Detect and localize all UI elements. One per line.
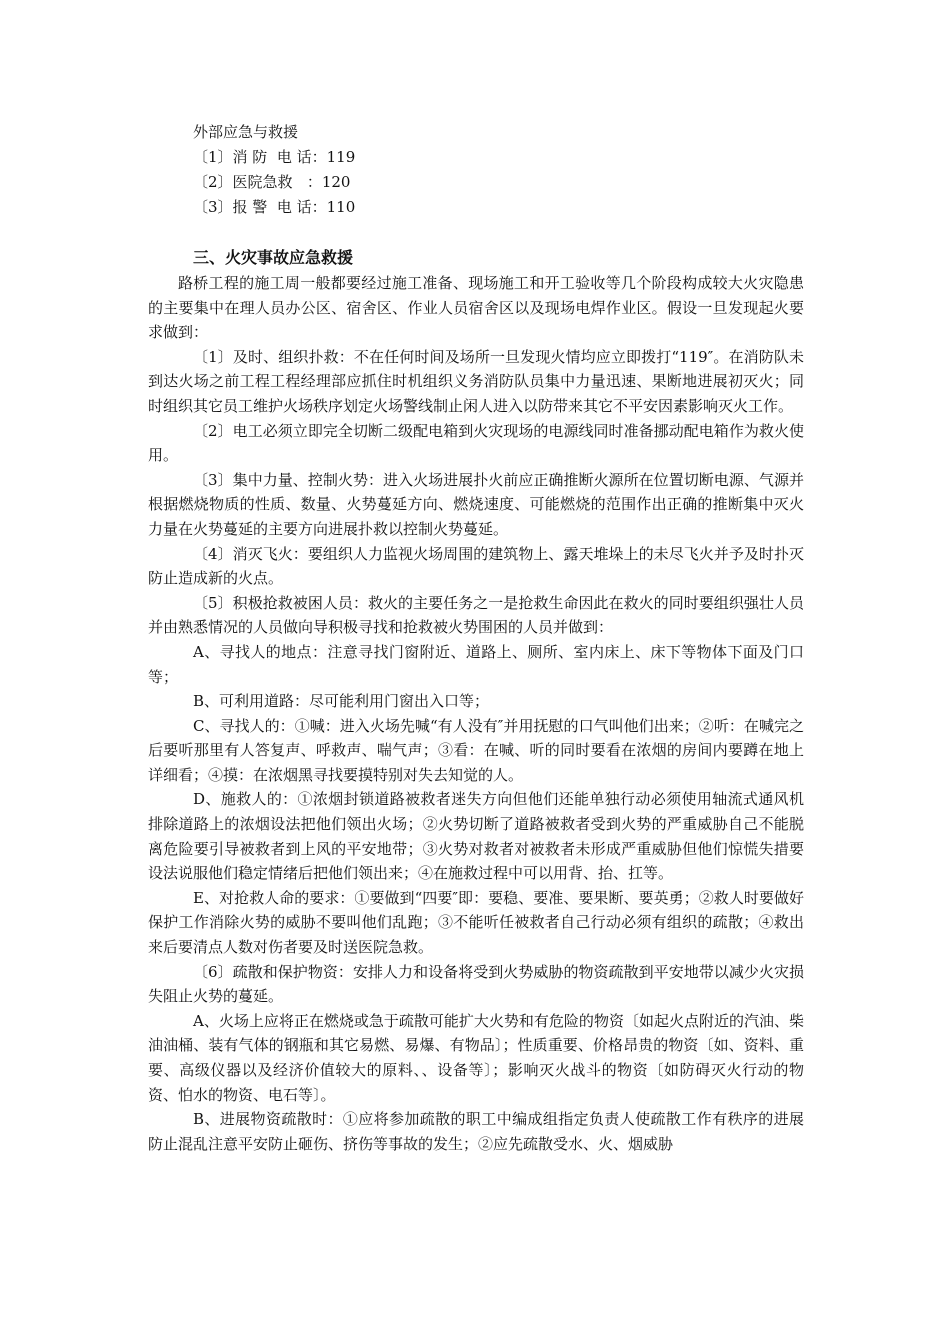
document-page bbox=[148, 120, 804, 1156]
section-heading: 三、火灾事故应急救援 bbox=[193, 248, 354, 267]
step-6-b-paragraph: B、进展物资疏散时：①应将参加疏散的职工中编成组指定负责人使疏散工作有秩序的进展防止混乱注意平安防止砸伤、挤伤等事故的发生；②应先疏散受水、火、烟威胁 bbox=[148, 1110, 804, 1153]
step-5-b-paragraph: B、可利用道路：尽可能利用门窗出入口等； bbox=[193, 692, 490, 711]
step-5-c-paragraph: C、寻找人的：①喊：进入火场先喊“有人没有″并用抚慰的口气叫他们出来；②听：在喊完之后要听那里有人答复声、呼救声、喘气声；③看：在喊、听的同时要看在浓烟的房间内要蹲在地上详细看；④摸：在浓烟黑寻找要摸特别对失去知觉的人。 bbox=[148, 716, 804, 784]
step-3-paragraph: 〔3〕集中力量、控制火势：进入火场进展扑火前应正确推断火源所在位置切断电源、气源并根据燃烧物质的性质、数量、火势蔓延方向、燃烧速度、可能燃烧的范围作出正确的推断集中灭火力量在火势蔓延的主要方向进展扑救以控制火势蔓延。 bbox=[148, 470, 804, 538]
step-5-e-paragraph: E、对抢救人命的要求：①要做到“四要″即：要稳、要准、要果断、要英勇；②救人时要做好保护工作消除火势的威胁不要叫他们乱跑；③不能听任被救者自己行动必须有组织的疏散；④救出来后要清点人数对伤者要及时送医院急救。 bbox=[148, 888, 804, 957]
step-1-paragraph: 〔1〕及时、组织扑救：不在任何时间及场所一旦发现火情均应立即拨打“119″。在消防队未到达火场之前工程工程经理部应抓住时机组织义务消防队员集中力量迅速、果断地进展初灭火；同时组织其它员工维护火场秩序划定火场警线制止闲人进入以防带来其它不平安因素影响灭火工作。 bbox=[148, 347, 804, 415]
police-phone-line: 〔3〕报 警 电 话：110 bbox=[193, 198, 356, 216]
step-6-a-paragraph: A、火场上应将正在燃烧或急于疏散可能扩大火势和有危险的物资〔如起火点附近的汽油、柴油油桶、装有气体的钢瓶和其它易燃、易爆、有物品〕；性质重要、价格昂贵的物资〔如、资料、重要、高级仪器以及经济价值较大的原料、、设备等〕；影响灭火战斗的物资〔如防碍灭火行动的物资、怕水的物资、电石等〕。 bbox=[148, 1011, 804, 1104]
fire-phone-line: 〔1〕消 防 电 话：119 bbox=[193, 148, 356, 166]
external-rescue-title: 外部应急与救援 bbox=[193, 123, 299, 141]
step-5-paragraph: 〔5〕积极抢救被困人员：救火的主要任务之一是抢救生命因此在救火的同时要组织强壮人员并由熟悉情况的人员做向导积极寻找和抢救被火势围困的人员并做到： bbox=[148, 593, 804, 637]
intro-paragraph: 路桥工程的施工周一般都要经过施工准备、现场施工和开工验收等几个阶段构成较大火灾隐患的主要集中在理人员办公区、宿舍区、作业人员宿舍区以及现场电焊作业区。假设一旦发现起火要求做到： bbox=[148, 274, 804, 342]
step-5-d-paragraph: D、施救人的：①浓烟封锁道路被救者迷失方向但他们还能单独行动必须使用轴流式通风机排除道路上的浓烟设法把他们领出火场；②火势切断了道路被救者受到火势的严重威胁自己不能脱离危险要引导被救者到上风的平安地带；③火势对救者对被救者未形成严重威胁但他们惊慌失措要设法说服他们稳定情绪后把他们领出来；④在施救过程中可以用背、抬、扛等。 bbox=[148, 790, 804, 883]
step-4-paragraph: 〔4〕消灭飞火：要组织人力监视火场周围的建筑物上、露天堆垛上的未尽飞火并予及时扑灭防止造成新的火点。 bbox=[148, 544, 804, 588]
step-6-paragraph: 〔6〕疏散和保护物资：安排人力和设备将受到火势威胁的物资疏散到平安地带以减少火灾损失阻止火势的蔓延。 bbox=[148, 962, 804, 1006]
step-5-a-paragraph: A、寻找人的地点：注意寻找门窗附近、道路上、厕所、室内床上、床下等物体下面及门口等； bbox=[148, 642, 804, 686]
step-2-paragraph: 〔2〕电工必须立即完全切断二级配电箱到火灾现场的电源线同时准备挪动配电箱作为救火使用。 bbox=[148, 421, 804, 465]
hospital-phone-line: 〔2〕医院急救 ：120 bbox=[193, 173, 351, 191]
